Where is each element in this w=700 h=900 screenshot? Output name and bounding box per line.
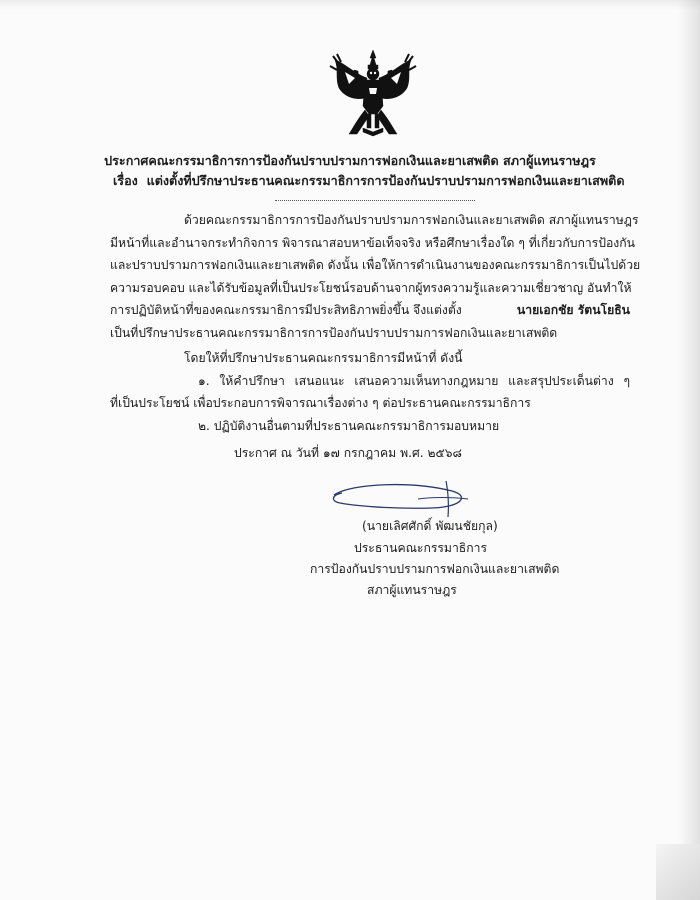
- paragraph-line: และปราบปรามการฟอกเงินและยาเสพติด ดังนั้น เพื่อให้การดำเนินงานของคณะกรรมาธิการเป็นไปด้วย: [110, 258, 641, 272]
- appointee-name: นายเอกชัย รัตนโยธิน: [516, 303, 630, 317]
- separator-line: [275, 200, 475, 201]
- duty-1-line-1: ๑. ให้คำปรึกษา เสนอแนะ เสนอความเห็นทางกฎหมาย และสรุปประเด็นต่าง ๆ: [198, 374, 630, 388]
- page-corner-fold: [656, 844, 700, 900]
- duties-intro: โดยให้ที่ปรึกษาประธานคณะกรรมาธิการมีหน้าที่ ดังนี้: [184, 351, 463, 365]
- paragraph-line: มีหน้าที่และอำนาจกระทำกิจการ พิจารณาสอบหาข้อเท็จจริง หรือศึกษาเรื่องใด ๆ ที่เกี่ยวกับการป้องกัน: [110, 236, 635, 250]
- signatory-position-3: สภาผู้แทนราษฎร: [367, 583, 457, 597]
- paragraph-line-appointment: [110, 302, 630, 318]
- signatory-name: (นายเลิศศักดิ์ พัฒนชัยกุล): [362, 519, 498, 533]
- signatory-position-1: ประธานคณะกรรมาธิการ: [354, 541, 488, 555]
- announcement-date: ประกาศ ณ วันที่ ๑๗ กรกฎาคม พ.ศ. ๒๕๖๘: [234, 446, 462, 460]
- page-edge-shadow: [678, 0, 700, 900]
- announcement-subject-line: [113, 173, 625, 189]
- paragraph-line: ความรอบคอบ และได้รับข้อมูลที่เป็นประโยชน์รอบด้านจากผู้ทรงความรู้และความเชี่ยวชาญ อันทำให้: [110, 281, 632, 295]
- announcement-title: ประกาศคณะกรรมาธิการการป้องกันปราบปรามการฟอกเงินและยาเสพติด สภาผู้แทนราษฎร: [104, 153, 596, 168]
- paragraph-text: การปฏิบัติหน้าที่ของคณะกรรมาธิการมีประสิทธิภาพยิ่งขึ้น จึงแต่งตั้ง: [110, 303, 462, 317]
- duty-1-line-2: ที่เป็นประโยชน์ เพื่อประกอบการพิจารณาเรื่องต่าง ๆ ต่อประธานคณะกรรมาธิการ: [110, 396, 531, 410]
- page-top-shadow: [0, 0, 700, 10]
- subject-text: แต่งตั้งที่ปรึกษาประธานคณะกรรมาธิการการป้องกันปราบปรามการฟอกเงินและยาเสพติด: [146, 173, 625, 188]
- duty-2: ๒. ปฏิบัติงานอื่นตามที่ประธานคณะกรรมาธิการมอบหมาย: [198, 419, 500, 433]
- paragraph-line: เป็นที่ปรึกษาประธานคณะกรรมาธิการการป้องกันปราบปรามการฟอกเงินและยาเสพติด: [110, 326, 558, 340]
- subject-label: เรื่อง: [113, 173, 138, 188]
- garuda-emblem-icon: [327, 48, 419, 140]
- paragraph-line: ด้วยคณะกรรมาธิการการป้องกันปราบปรามการฟอกเงินและยาเสพติด สภาผู้แทนราษฎร: [184, 213, 639, 227]
- signatory-position-2: การป้องกันปราบปรามการฟอกเงินและยาเสพติด: [310, 562, 560, 576]
